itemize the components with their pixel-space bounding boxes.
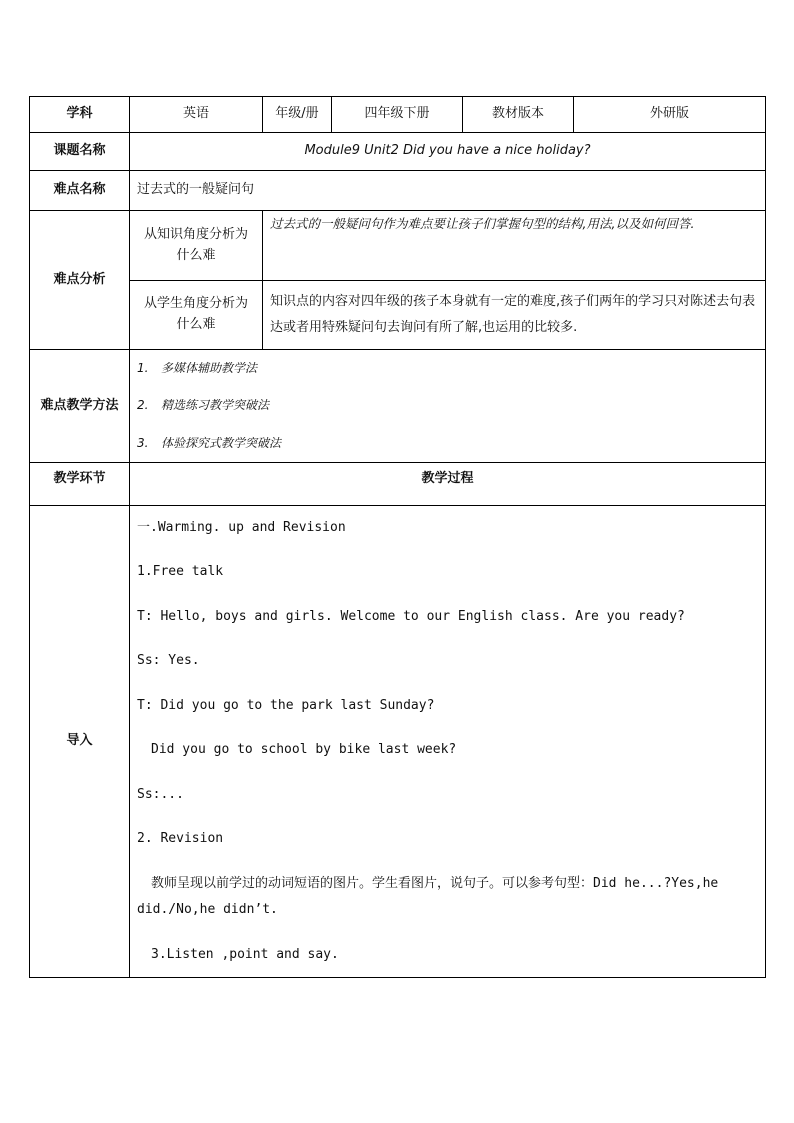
lesson-title-label: 课题名称 (30, 133, 130, 171)
difficulty-analysis-label: 难点分析 (30, 211, 130, 350)
lesson-plan-table (29, 96, 766, 978)
process-line: 教师呈现以前学过的动词短语的图片。学生看图片，说句子。可以参考句型：Did he...?Yes,he did./No,he didn’t. (137, 875, 719, 917)
subject-label: 学科 (30, 97, 130, 133)
method-item: 2. 精选练习教学突破法 (137, 398, 270, 413)
process-line: 1.Free talk (137, 564, 224, 580)
process-line: T: Hello, boys and girls. Welcome to our English class. Are you ready? (137, 608, 685, 624)
student-angle-label: 从学生角度分析为什么难 (130, 281, 263, 350)
intro-stage-row (30, 505, 766, 978)
difficulty-name-value: 过去式的一般疑问句 (130, 171, 766, 211)
knowledge-angle-label: 从知识角度分析为什么难 (130, 211, 263, 281)
method-item: 1. 多媒体辅助教学法 (137, 361, 258, 375)
difficulty-name-row (30, 171, 766, 211)
process-header-label: 教学过程 (130, 462, 766, 505)
process-header-row (30, 462, 766, 505)
edition-value: 外研版 (574, 97, 766, 133)
subject-value: 英语 (130, 97, 263, 133)
methods-list (130, 350, 766, 463)
process-line: 2. Revision (137, 831, 224, 847)
edition-label: 教材版本 (463, 97, 574, 133)
lesson-title-value: Module9 Unit2 Did you have a nice holiday? (130, 133, 766, 171)
difficulty-student-row (30, 281, 766, 350)
grade-value: 四年级下册 (332, 97, 463, 133)
method-item: 3. 体验探究式教学突破法 (137, 435, 282, 450)
process-line: 3.Listen ,point and say. (151, 946, 339, 962)
lesson-title-row (30, 133, 766, 171)
process-line: T: Did you go to the park last Sunday? (137, 697, 435, 713)
process-line: Ss:... (137, 786, 184, 802)
grade-label: 年级/册 (263, 97, 332, 133)
student-angle-text: 知识点的内容对四年级的孩子本身就有一定的难度,孩子们两年的学习只对陈述去句表达或者用特殊疑问句去询问有所了解,也运用的比较多. (263, 281, 766, 350)
methods-row (30, 350, 766, 463)
process-line: 一.Warming. up and Revision (137, 519, 346, 535)
stage-name: 导入 (30, 505, 130, 978)
process-line: Did you go to school by bike last week? (151, 742, 457, 758)
stage-header-label: 教学环节 (30, 462, 130, 505)
process-content (130, 505, 766, 978)
process-line: Ss: Yes. (137, 653, 200, 669)
header-row (30, 97, 766, 133)
difficulty-name-label: 难点名称 (30, 171, 130, 211)
methods-label: 难点教学方法 (30, 350, 130, 463)
knowledge-angle-text: 过去式的一般疑问句作为难点要让孩子们掌握句型的结构,用法,以及如何回答. (263, 211, 766, 281)
difficulty-knowledge-row (30, 211, 766, 281)
